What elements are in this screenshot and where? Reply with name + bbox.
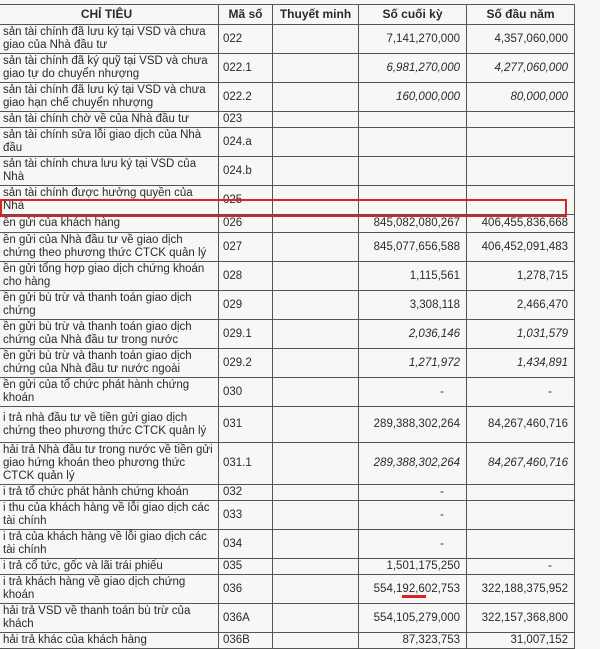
row-code: 033 [219, 501, 273, 530]
row-note [273, 501, 359, 530]
row-label: sản tài chính đã lưu ký tại VSD và chưa giao hạn chế chuyển nhượng [0, 83, 219, 112]
row-code: 032 [219, 485, 273, 501]
row-end-value: 2,036,146 [359, 320, 467, 349]
table-row [0, 501, 575, 530]
table-row [0, 233, 575, 262]
row-code: 029.1 [219, 320, 273, 349]
row-code: 022.2 [219, 83, 273, 112]
row-label: sản tài chính đã ký quỹ tại VSD và chưa giao tự do chuyển nhượng [0, 54, 219, 83]
row-begin-value: 406,455,836,668 [467, 215, 575, 233]
row-code: 022.1 [219, 54, 273, 83]
table-row [0, 320, 575, 349]
row-code: 023 [219, 112, 273, 128]
table-row [0, 575, 575, 604]
row-label: sản tài chính được hưởng quyền của Nhà [0, 186, 219, 215]
row-end-value: 87,323,753 [359, 633, 467, 649]
table-row [0, 128, 575, 157]
table-row [0, 215, 575, 233]
header-so-cuoi-ky: Số cuối kỳ [359, 5, 467, 25]
row-label: i thu của khách hàng về lỗi giao dịch các tài chính [0, 501, 219, 530]
row-note [273, 128, 359, 157]
row-note [273, 349, 359, 378]
row-code: 029 [219, 291, 273, 320]
row-code: 031 [219, 407, 273, 443]
row-begin-value [467, 530, 575, 559]
row-begin-value: 84,267,460,716 [467, 443, 575, 485]
row-code: 034 [219, 530, 273, 559]
off-balance-sheet-table [0, 4, 575, 649]
row-code: 031.1 [219, 443, 273, 485]
row-note [273, 83, 359, 112]
row-code: 027 [219, 233, 273, 262]
row-label: ền gửi bù trừ và thanh toán giao dịch chứng của Nhà đầu tư trong nước [0, 320, 219, 349]
table-row [0, 83, 575, 112]
row-end-value [359, 112, 467, 128]
row-note [273, 262, 359, 291]
row-label: i trả cổ tức, gốc và lãi trái phiếu [0, 559, 219, 575]
row-note [273, 291, 359, 320]
table-row [0, 25, 575, 54]
row-begin-value: 1,278,715 [467, 262, 575, 291]
row-note [273, 320, 359, 349]
table-row [0, 443, 575, 485]
row-code: 035 [219, 559, 273, 575]
row-begin-value: 4,277,060,000 [467, 54, 575, 83]
row-note [273, 25, 359, 54]
row-end-value: 289,388,302,264 [359, 443, 467, 485]
row-label: i trả nhà đầu tư về tiền gửi giao dịch chứng theo phương thức CTCK quản lý [0, 407, 219, 443]
row-end-value [359, 128, 467, 157]
row-begin-value: 4,357,060,000 [467, 25, 575, 54]
row-end-value: 6,981,270,000 [359, 54, 467, 83]
table-row [0, 604, 575, 633]
table-row [0, 407, 575, 443]
row-note [273, 378, 359, 407]
row-end-value: 1,271,972 [359, 349, 467, 378]
row-begin-value [467, 112, 575, 128]
row-end-value: - [359, 485, 467, 501]
row-code: 024.b [219, 157, 273, 186]
table-row [0, 485, 575, 501]
table-body [0, 25, 575, 649]
red-underline-mark [402, 595, 426, 598]
row-begin-value: 406,452,091,483 [467, 233, 575, 262]
row-note [273, 407, 359, 443]
row-code: 036 [219, 575, 273, 604]
row-begin-value: 1,434,891 [467, 349, 575, 378]
row-begin-value: 1,031,579 [467, 320, 575, 349]
row-note [273, 575, 359, 604]
header-so-dau-nam: Số đầu năm [467, 5, 575, 25]
row-note [273, 604, 359, 633]
table-row [0, 378, 575, 407]
row-code: 025 [219, 186, 273, 215]
row-label: hải trả Nhà đầu tư trong nước về tiền gửi giao hứng khoán theo phương thức CTCK quản lý [0, 443, 219, 485]
row-label: ền gửi bù trừ và thanh toán giao dịch chứng của Nhà đầu tư nước ngoài [0, 349, 219, 378]
row-label: sản tài chính đã lưu ký tại VSD và chưa giao của Nhà đầu tư [0, 25, 219, 54]
row-label: i trả khách hàng về giao dịch chứng khoán [0, 575, 219, 604]
row-begin-value [467, 128, 575, 157]
table-row [0, 291, 575, 320]
row-begin-value: - [467, 559, 575, 575]
row-end-value: 160,000,000 [359, 83, 467, 112]
row-note [273, 112, 359, 128]
row-note [273, 633, 359, 649]
row-end-value: 845,082,080,267 [359, 215, 467, 233]
row-code: 036A [219, 604, 273, 633]
row-begin-value [467, 157, 575, 186]
row-label: sản tài chính chờ về của Nhà đầu tư [0, 112, 219, 128]
row-label: ền gửi của khách hàng [0, 215, 219, 233]
table-row [0, 112, 575, 128]
row-label: ền gửi của Nhà đầu tư về giao dịch chứng theo phương thức CTCK quản lý [0, 233, 219, 262]
row-note [273, 443, 359, 485]
row-note [273, 215, 359, 233]
row-begin-value: 322,157,368,800 [467, 604, 575, 633]
table-row [0, 186, 575, 215]
row-label: sản tài chính sửa lỗi giao dịch của Nhà đầu [0, 128, 219, 157]
row-begin-value [467, 501, 575, 530]
row-end-value: 554,105,279,000 [359, 604, 467, 633]
row-begin-value: 322,188,375,952 [467, 575, 575, 604]
row-end-value [359, 186, 467, 215]
row-note [273, 485, 359, 501]
row-label: i trả của khách hàng về lỗi giao dịch các tài chính [0, 530, 219, 559]
header-ma-so: Mã số [219, 5, 273, 25]
row-end-value: 289,388,302,264 [359, 407, 467, 443]
row-code: 036B [219, 633, 273, 649]
row-label: sản tài chính chưa lưu ký tại VSD của Nhà [0, 157, 219, 186]
row-code: 022 [219, 25, 273, 54]
row-begin-value [467, 186, 575, 215]
row-label: hải trả khác của khách hàng [0, 633, 219, 649]
table-row [0, 54, 575, 83]
header-chi-tieu: CHỈ TIÊU [0, 5, 219, 25]
row-note [273, 157, 359, 186]
row-begin-value: 2,466,470 [467, 291, 575, 320]
row-code: 024.a [219, 128, 273, 157]
row-end-value: - [359, 530, 467, 559]
row-end-value: 7,141,270,000 [359, 25, 467, 54]
row-note [273, 54, 359, 83]
row-note [273, 186, 359, 215]
row-note [273, 233, 359, 262]
row-code: 026 [219, 215, 273, 233]
row-end-value: - [359, 501, 467, 530]
table-row [0, 349, 575, 378]
row-code: 029.2 [219, 349, 273, 378]
row-note [273, 559, 359, 575]
row-end-value: 1,115,561 [359, 262, 467, 291]
row-label: ền gửi tổng hợp giao dịch chứng khoán cho hàng [0, 262, 219, 291]
table-row [0, 530, 575, 559]
table-row [0, 633, 575, 649]
row-label: i trả tổ chức phát hành chứng khoán [0, 485, 219, 501]
row-label: hải trả VSD về thanh toán bù trừ của khách [0, 604, 219, 633]
row-end-value: 1,501,175,250 [359, 559, 467, 575]
table-row [0, 262, 575, 291]
row-end-value: - [359, 378, 467, 407]
row-begin-value: 31,007,152 [467, 633, 575, 649]
row-end-value: 554,192,602,753 [359, 575, 467, 604]
row-begin-value [467, 485, 575, 501]
row-end-value: 845,077,656,588 [359, 233, 467, 262]
header-thuyet-minh: Thuyết minh [273, 5, 359, 25]
table-row [0, 559, 575, 575]
row-begin-value: 80,000,000 [467, 83, 575, 112]
row-end-value [359, 157, 467, 186]
row-label: ền gửi của tổ chức phát hành chứng khoán [0, 378, 219, 407]
table-header-row [0, 5, 575, 25]
row-code: 030 [219, 378, 273, 407]
row-begin-value: - [467, 378, 575, 407]
row-end-value: 3,308,118 [359, 291, 467, 320]
row-label: ền gửi bù trừ và thanh toán giao dịch chứng [0, 291, 219, 320]
table-row [0, 157, 575, 186]
row-begin-value: 84,267,460,716 [467, 407, 575, 443]
row-code: 028 [219, 262, 273, 291]
row-note [273, 530, 359, 559]
